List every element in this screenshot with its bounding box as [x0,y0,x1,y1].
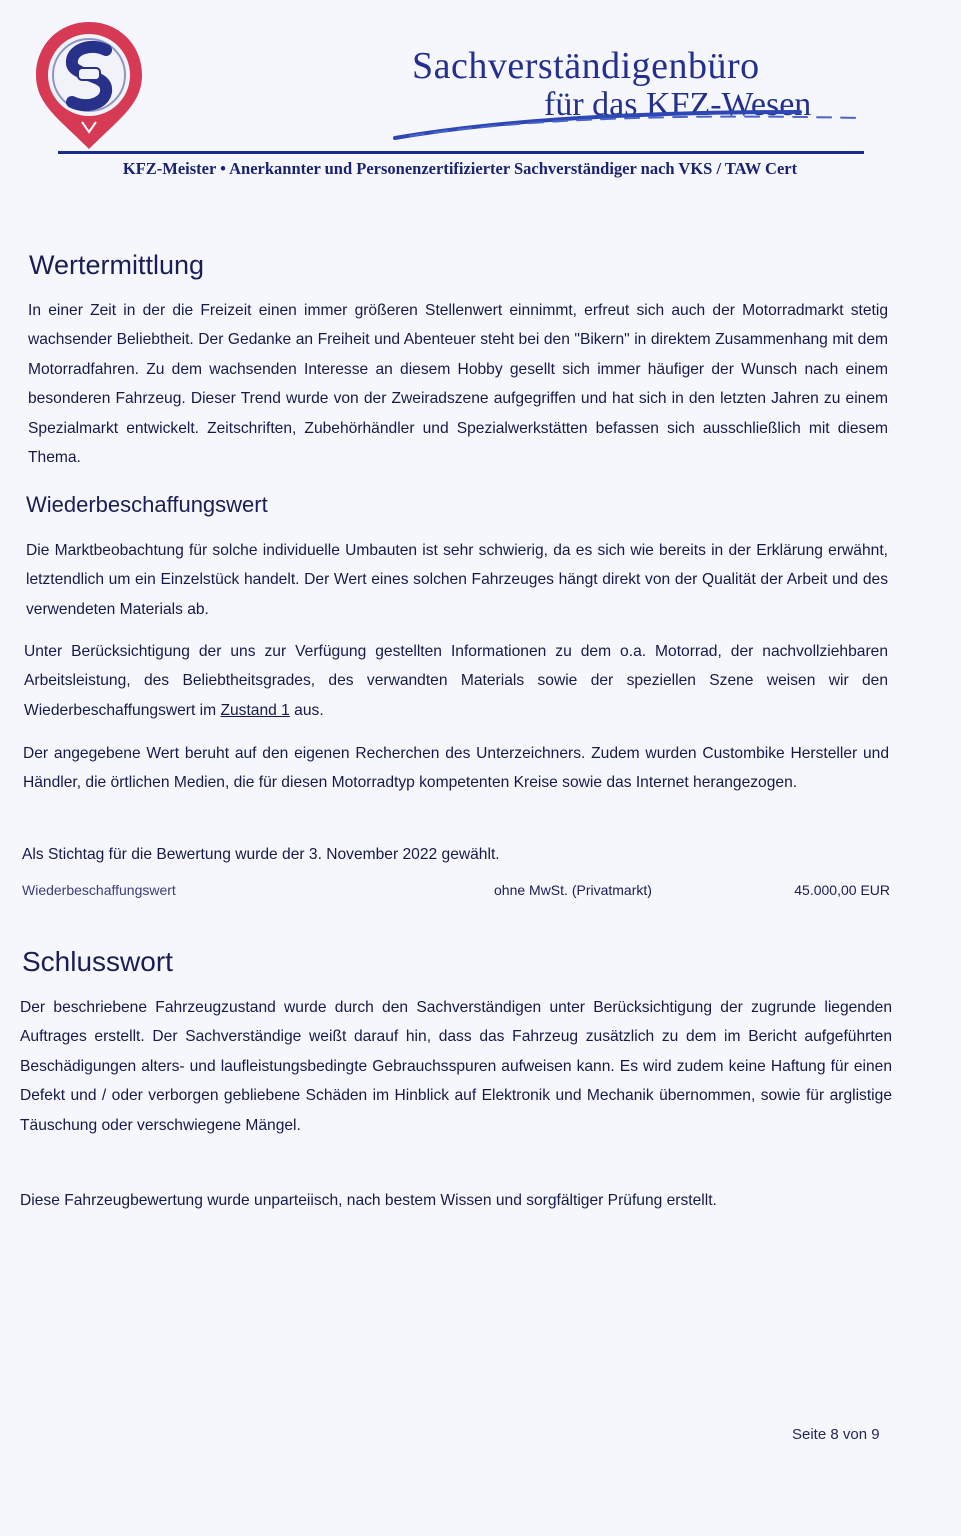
heading-schlusswort: Schlusswort [22,946,173,977]
company-logo [30,18,148,153]
paragraph-zustand [24,637,888,725]
brand-swoosh-decoration [380,100,880,150]
value-tax-note: ohne MwSt. (Privatmarkt) [494,882,652,898]
brand-subtitle: für das KFZ-Wesen [544,86,812,123]
value-amount: 45.000,00 EUR [794,882,890,898]
paragraph-recherchen: Der angegebene Wert beruht auf den eigenen Recherchen des Unterzeichners. Zudem wurden Custombike Hersteller und Händler, die örtlichen Medien, die für diesen Motorradtyp kompetenten Kreise sowie das Internet herangezogen. [23,745,889,792]
value-row [22,882,890,906]
paragraph-zustand-end: aus. [294,701,324,719]
paragraph-zustand-text: Unter Berücksichtigung der uns zur Verfügung gestellten Informationen zu dem o.a. Motorrad, der nachvollziehbaren Arbeitsleistung, des Beliebtheitsgrades, des verwandten Materials sowie der speziellen Szene weisen wir den Wiederbeschaffungswert im [24,643,888,719]
paragraph-schlusswort: Der beschriebene Fahrzeugzustand wurde durch den Sachverständigen unter Berücksichtigung der zugrunde liegenden Auftrages erstellt. Der Sachverständige weißt darauf hin, dass das Fahrzeug zusätzlich zu dem im Bericht aufgeführten Beschädigungen alters- und laufleistungsbedingte Gebrauchsspuren aufweisen kann. Es wird zudem keine Haftung für einen Defekt und / oder verborgen gebliebene Schäden im Hinblick auf Elektronik und Mechanik übernommen, sowie für arglistige Täuschung oder verschwiegene Mängel. [20,999,892,1134]
heading-wiederbeschaffungswert: Wiederbeschaffungswert [26,492,268,517]
brand-title: Sachverständigenbüro [412,45,760,87]
page-number: Seite 8 von 9 [792,1426,880,1443]
header-divider [58,151,864,154]
paragraph-bewertung: Diese Fahrzeugbewertung wurde unparteiisch, nach bestem Wissen und sorgfältiger Prüfung erstellt. [20,1192,717,1209]
paragraph-wertermittlung: In einer Zeit in der die Freizeit einen immer größeren Stellenwert einnimmt, erfreut sich auch der Motorradmarkt stetig wachsender Beliebtheit. Der Gedanke an Freiheit und Abenteuer steht bei den "Bikern" in direktem Zusammenhang mit dem Motorradfahren. Zu dem wachsenden Interesse an diesem Hobby gesellt sich immer häufiger der Wunsch nach einem besonderen Fahrzeug. Dieser Trend wurde von der Zweiradszene aufgegriffen und hat sich in den letzten Jahren zu einem Spezialmarkt entwickelt. Zeitschriften, Zubehörhändler und Spezialwerkstätten befassen sich ausschließlich mit diesem Thema. [28,302,888,467]
zustand-underlined: Zustand 1 [220,701,290,719]
paragraph-marktbeobachtung: Die Marktbeobachtung für solche individuelle Umbauten ist sehr schwierig, da es sich wie bereits in der Erklärung erwähnt, letztendlich um ein Einzelstück handelt. Der Wert eines solchen Fahrzeuges hängt direkt von der Qualität der Arbeit und des verwendeten Materials ab. [26,542,888,618]
paragraph-stichtag: Als Stichtag für die Bewertung wurde der 3. November 2022 gewählt. [22,846,500,863]
header-tagline: KFZ-Meister • Anerkannter und Personenzertifizierter Sachverständiger nach VKS / TAW Cert [122,159,798,178]
heading-wertermittlung: Wertermittlung [29,250,205,280]
value-label: Wiederbeschaffungswert [22,882,176,898]
